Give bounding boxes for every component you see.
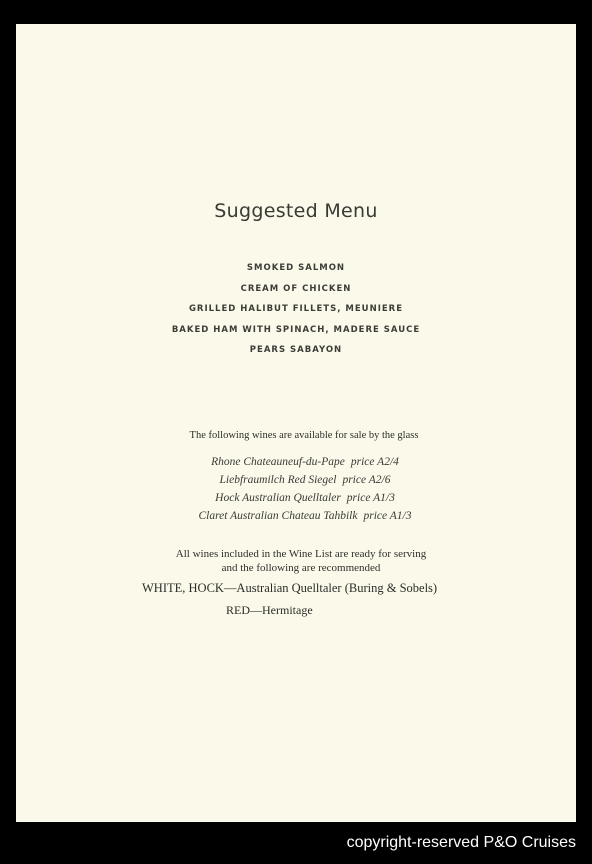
wine-intro: The following wines are available for sale by the glass — [189, 430, 419, 441]
dish-item: SMOKED SALMON — [246, 263, 346, 273]
copyright-caption: copyright-reserved P&O Cruises — [346, 834, 576, 851]
wine-name: Rhone Chateauneuf-du-Pape — [211, 456, 345, 468]
wine-name: Liebfraumilch Red Siegel — [219, 474, 337, 486]
wine-price: price A2/6 — [342, 474, 391, 486]
wine-list-note-line: All wines included in the Wine List are ready for serving — [175, 548, 427, 560]
dish-list — [16, 258, 576, 361]
wine-item — [16, 489, 592, 507]
wine-list-note-line: and the following are recommended — [221, 562, 381, 574]
recommended-white: WHITE, HOCK—Australian Quelltaler (Buring & Sobels) — [142, 581, 438, 595]
dish-item: PEARS SABAYON — [249, 345, 343, 356]
menu-card — [16, 24, 576, 822]
wine-item — [16, 453, 592, 471]
wine-list-note — [16, 547, 586, 575]
recommended-red: RED—Hermitage — [226, 603, 313, 617]
menu-title: Suggested Menu — [214, 200, 378, 222]
dish-item: GRILLED HALIBUT FILLETS, MEUNIERE — [188, 304, 404, 315]
wine-name: Claret Australian Chateau Tahbilk — [198, 510, 358, 522]
wine-item — [16, 507, 592, 525]
wine-item — [16, 471, 592, 489]
dish-item: CREAM OF CHICKEN — [240, 283, 352, 294]
wine-price: price A1/3 — [346, 492, 395, 504]
wine-list — [16, 453, 592, 525]
dish-item: BAKED HAM WITH SPINACH, MADERE SAUCE — [171, 324, 421, 335]
wine-price: price A2/4 — [350, 456, 399, 468]
wine-name: Hock Australian Quelltaler — [215, 492, 341, 504]
wine-price: price A1/3 — [363, 510, 412, 522]
